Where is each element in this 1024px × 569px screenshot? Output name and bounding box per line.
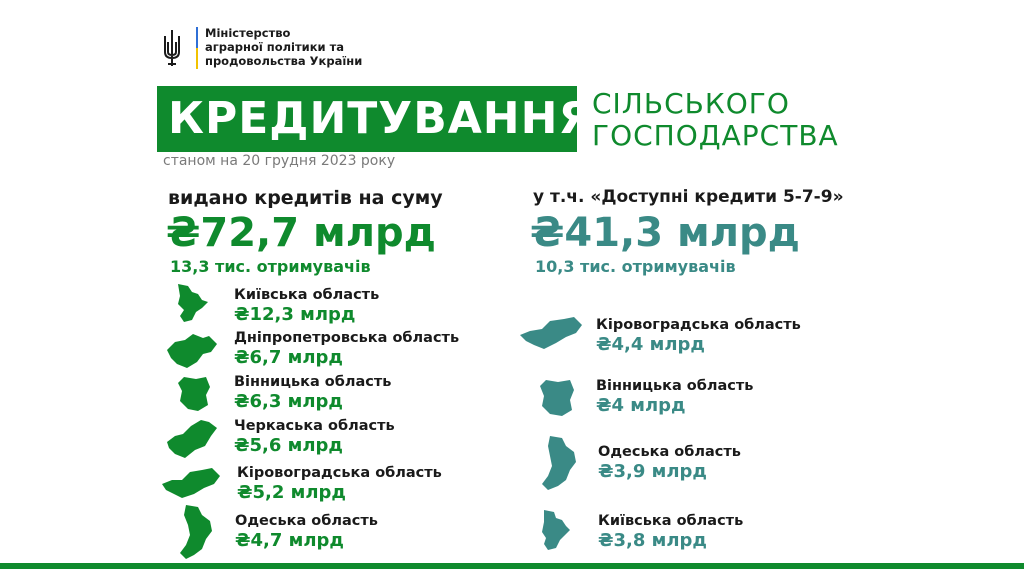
region-name: Вінницька область: [596, 378, 754, 394]
page-title: КРЕДИТУВАННЯ: [168, 93, 594, 144]
region-name: Одеська область: [235, 513, 378, 529]
ministry-line-3: продовольства України: [205, 54, 363, 68]
region-value: ₴5,2 млрд: [237, 482, 346, 503]
region-name: Одеська область: [598, 444, 741, 460]
left-region-1: [234, 286, 379, 326]
date-caption: станом на 20 грудня 2023 року: [163, 153, 396, 169]
region-value: ₴6,3 млрд: [234, 391, 343, 412]
left-recipients: 13,3 тис. отримувачів: [170, 257, 371, 276]
region-map-icon: [538, 378, 576, 418]
region-value: ₴6,7 млрд: [234, 347, 343, 368]
region-map-icon: [163, 332, 219, 370]
left-region-4: [234, 417, 395, 457]
region-map-icon: [518, 315, 584, 351]
right-region-4: [598, 512, 743, 552]
right-region-2: [596, 377, 753, 417]
region-map-icon: [160, 466, 222, 500]
footer-bar: [0, 563, 1024, 569]
region-name: Київська область: [598, 513, 744, 529]
region-map-icon: [178, 503, 216, 561]
region-map-icon: [172, 282, 210, 324]
region-map-icon: [165, 418, 219, 460]
region-name: Кіровоградська область: [237, 465, 442, 481]
left-region-6: [235, 512, 378, 552]
region-map-icon: [176, 375, 212, 413]
right-recipients: 10,3 тис. отримувачів: [535, 257, 736, 276]
region-value: ₴5,6 млрд: [234, 435, 343, 456]
region-name: Кіровоградська область: [596, 317, 801, 333]
right-region-3: [598, 443, 741, 483]
region-name: Черкаська область: [234, 418, 395, 434]
region-value: ₴3,8 млрд: [598, 530, 707, 551]
region-name: Київська область: [234, 287, 380, 303]
left-total-amount: ₴72,7 млрд: [166, 210, 436, 256]
region-value: ₴4,4 млрд: [596, 334, 705, 355]
left-region-3: [234, 373, 391, 413]
ministry-line-2: аграрної політики та: [205, 40, 345, 54]
region-value: ₴4 млрд: [596, 395, 686, 416]
left-summary-label: видано кредитів на суму: [168, 187, 443, 209]
region-value: ₴4,7 млрд: [235, 530, 344, 551]
ministry-name: [205, 26, 362, 68]
right-summary-label: у т.ч. «Доступні кредити 5-7-9»: [533, 187, 844, 207]
region-name: Дніпропетровська область: [234, 330, 460, 346]
subtitle-line-1: СІЛЬСЬКОГО: [592, 87, 790, 120]
region-map-icon: [540, 434, 580, 492]
right-total-amount: ₴41,3 млрд: [530, 210, 800, 256]
left-region-2: [234, 329, 459, 369]
logo-divider: [196, 27, 198, 69]
right-region-1: [596, 316, 801, 356]
page-subtitle: [592, 88, 839, 152]
subtitle-line-2: ГОСПОДАРСТВА: [592, 119, 839, 152]
region-value: ₴12,3 млрд: [234, 304, 356, 325]
region-name: Вінницька область: [234, 374, 392, 390]
ministry-line-1: Міністерство: [205, 26, 291, 40]
left-region-5: [237, 464, 442, 504]
trident-emblem-icon: [162, 28, 182, 68]
region-value: ₴3,9 млрд: [598, 461, 707, 482]
region-map-icon: [538, 508, 572, 552]
